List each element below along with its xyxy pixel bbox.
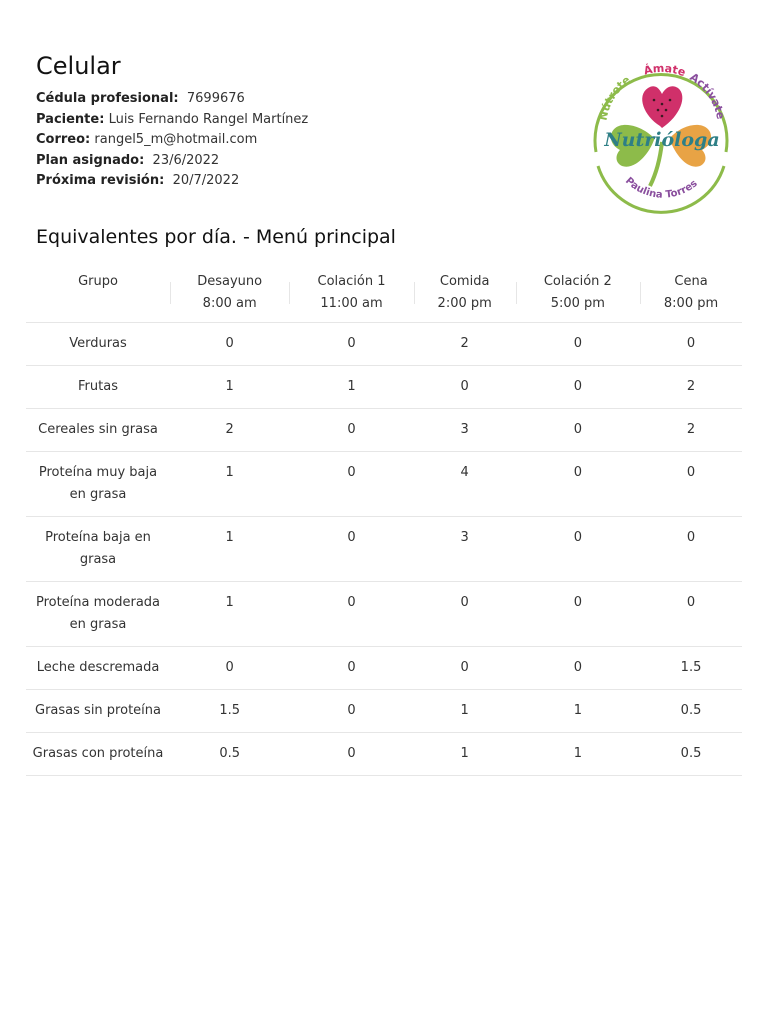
table-header-row — [26, 268, 742, 323]
value-cell: 0 — [289, 409, 413, 452]
value-cell: 0 — [289, 647, 413, 690]
column-header-time: 11:00 am — [320, 296, 383, 311]
value-cell: 1 — [516, 690, 640, 733]
page-title: Celular — [36, 52, 121, 80]
info-label: Cédula profesional: — [36, 91, 179, 106]
info-value: Luis Fernando Rangel Martínez — [108, 111, 309, 127]
info-row-paciente — [36, 110, 308, 131]
column-header — [640, 268, 742, 323]
table-row — [26, 517, 742, 582]
column-header-name: Cena — [674, 274, 708, 289]
value-cell: 0 — [289, 582, 413, 647]
column-header-time: 5:00 pm — [550, 296, 605, 311]
food-group-cell: Cereales sin grasa — [26, 409, 170, 452]
value-cell: 0 — [516, 582, 640, 647]
table-row — [26, 452, 742, 517]
column-header-name: Grupo — [78, 274, 118, 289]
value-cell: 0 — [289, 452, 413, 517]
logo-center-text: Nutrióloga — [604, 129, 720, 151]
value-cell: 1 — [516, 733, 640, 776]
value-cell: 0.5 — [640, 690, 742, 733]
column-header — [516, 268, 640, 323]
table-row — [26, 690, 742, 733]
info-row-correo — [36, 130, 308, 151]
column-header-name: Comida — [439, 274, 490, 289]
food-group-cell: Proteína moderada en grasa — [26, 582, 170, 647]
value-cell: 3 — [414, 409, 516, 452]
column-header — [26, 268, 170, 323]
logo-word-activate: Actívate — [687, 70, 728, 121]
value-cell: 2 — [640, 366, 742, 409]
value-cell: 0 — [640, 582, 742, 647]
logo-arc-text — [596, 73, 632, 121]
info-label: Próxima revisión: — [36, 173, 165, 188]
value-cell: 2 — [640, 409, 742, 452]
column-header-time: 8:00 pm — [663, 296, 719, 311]
food-group-cell: Proteína muy baja en grasa — [26, 452, 170, 517]
info-value: rangel5_m@hotmail.com — [94, 132, 258, 147]
table-row — [26, 647, 742, 690]
info-label: Plan asignado: — [36, 152, 145, 168]
value-cell: 0 — [414, 366, 516, 409]
logo-bottom-text — [623, 175, 700, 200]
section-title: Equivalentes por día. - Menú principal — [36, 226, 396, 248]
value-cell: 0 — [289, 517, 413, 582]
info-label: Correo: — [36, 132, 91, 147]
food-group-cell: Proteína baja en grasa — [26, 517, 170, 582]
logo-word-nutrete: Nútrete — [596, 73, 633, 122]
equivalents-table — [26, 268, 742, 776]
column-header-name: Colación 2 — [543, 274, 612, 289]
value-cell: 0 — [640, 323, 742, 366]
column-header-name: Desayuno — [197, 274, 263, 289]
logo-ring-bottom — [598, 166, 724, 212]
food-group-cell: Grasas sin proteína — [26, 690, 170, 733]
food-group-cell: Verduras — [26, 323, 170, 366]
table-row — [26, 366, 742, 409]
info-value: 7699676 — [186, 91, 245, 106]
value-cell: 1 — [170, 517, 289, 582]
table-row — [26, 323, 742, 366]
logo-arc-text — [687, 70, 727, 120]
value-cell: 3 — [414, 517, 516, 582]
column-header — [170, 268, 289, 323]
info-value: 20/7/2022 — [172, 173, 240, 188]
nutriologa-logo — [584, 56, 738, 214]
logo-name: Paulina Torres — [623, 175, 700, 201]
column-header — [414, 268, 516, 323]
food-group-cell: Frutas — [26, 366, 170, 409]
value-cell: 0 — [170, 647, 289, 690]
value-cell: 0 — [289, 733, 413, 776]
value-cell: 0 — [289, 690, 413, 733]
food-group-cell: Grasas con proteína — [26, 733, 170, 776]
column-header-time: 2:00 pm — [437, 296, 492, 311]
value-cell: 0 — [289, 323, 413, 366]
value-cell: 0 — [516, 452, 640, 517]
column-header-name: Colación 1 — [317, 274, 386, 289]
info-label: Paciente: — [36, 111, 105, 127]
value-cell: 0.5 — [640, 733, 742, 776]
logo-word-amate: Ámate — [642, 61, 688, 80]
info-value: 23/6/2022 — [152, 152, 220, 168]
table-row — [26, 409, 742, 452]
table-body — [26, 323, 742, 776]
column-header — [289, 268, 413, 323]
value-cell: 0 — [516, 647, 640, 690]
food-group-cell: Leche descremada — [26, 647, 170, 690]
table-header — [26, 268, 742, 323]
value-cell: 0 — [516, 323, 640, 366]
value-cell: 2 — [414, 323, 516, 366]
value-cell: 0 — [170, 323, 289, 366]
value-cell: 0 — [640, 452, 742, 517]
value-cell: 1.5 — [170, 690, 289, 733]
table-row — [26, 582, 742, 647]
value-cell: 1 — [170, 366, 289, 409]
value-cell: 0 — [516, 517, 640, 582]
value-cell: 0 — [640, 517, 742, 582]
info-row-revision — [36, 171, 308, 192]
table-row — [26, 733, 742, 776]
patient-info — [36, 89, 308, 192]
value-cell: 1 — [170, 452, 289, 517]
value-cell: 0 — [414, 582, 516, 647]
value-cell: 0 — [414, 647, 516, 690]
value-cell: 0 — [516, 409, 640, 452]
value-cell: 1.5 — [640, 647, 742, 690]
value-cell: 1 — [170, 582, 289, 647]
value-cell: 1 — [289, 366, 413, 409]
info-row-cedula — [36, 89, 308, 110]
column-header-time: 8:00 am — [202, 296, 257, 311]
value-cell: 0.5 — [170, 733, 289, 776]
value-cell: 1 — [414, 733, 516, 776]
heart-pink-icon — [642, 86, 682, 128]
value-cell: 2 — [170, 409, 289, 452]
value-cell: 1 — [414, 690, 516, 733]
value-cell: 4 — [414, 452, 516, 517]
info-row-plan — [36, 151, 308, 172]
value-cell: 0 — [516, 366, 640, 409]
